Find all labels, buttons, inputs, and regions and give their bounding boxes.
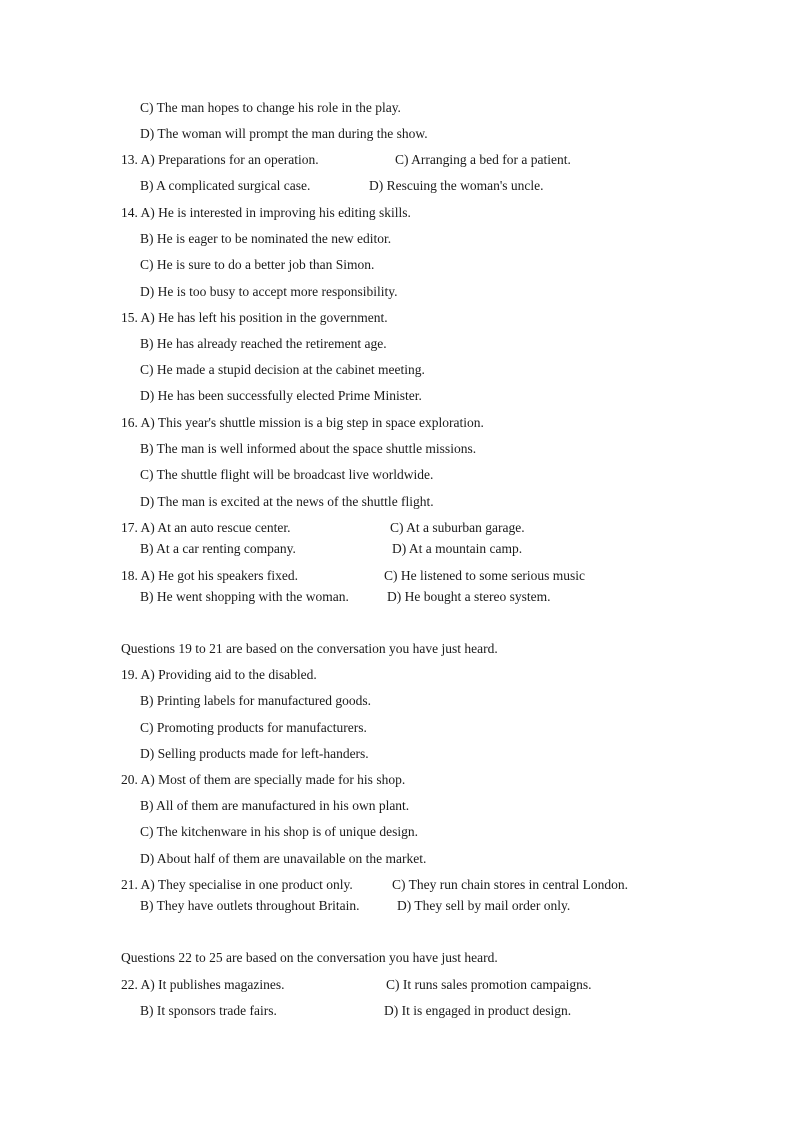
question-20-option-c: C) The kitchenware in his shop is of unique design.	[140, 824, 418, 839]
option-12d: D) The woman will prompt the man during the show.	[140, 126, 428, 141]
question-20-option-d: D) About half of them are unavailable on the market.	[140, 851, 427, 866]
question-19-option-b: B) Printing labels for manufactured goods.	[140, 693, 371, 708]
question-14-option-b: B) He is eager to be nominated the new editor.	[140, 231, 392, 246]
question-17-option-b: B) At a car renting company.	[140, 541, 296, 556]
question-15-option-a: 15. A) He has left his position in the government.	[121, 310, 388, 325]
question-19-option-c: C) Promoting products for manufacturers.	[140, 720, 367, 735]
question-20-option-a: 20. A) Most of them are specially made for his shop.	[121, 772, 406, 787]
question-17-option-a: 17. A) At an auto rescue center.	[121, 520, 291, 535]
question-21-option-b: B) They have outlets throughout Britain.	[140, 898, 360, 913]
question-22-option-a: 22. A) It publishes magazines.	[121, 977, 285, 992]
section-heading-22-25: Questions 22 to 25 are based on the conversation you have just heard.	[121, 950, 498, 965]
question-22-option-d: D) It is engaged in product design.	[384, 1003, 572, 1018]
question-15-option-c: C) He made a stupid decision at the cabinet meeting.	[140, 362, 425, 377]
question-20-option-b: B) All of them are manufactured in his own plant.	[140, 798, 410, 813]
question-18-option-d: D) He bought a stereo system.	[387, 589, 551, 604]
option-12c: C) The man hopes to change his role in the play.	[140, 100, 401, 115]
question-22-option-c: C) It runs sales promotion campaigns.	[386, 977, 592, 992]
question-19-option-d: D) Selling products made for left-handers.	[140, 746, 369, 761]
question-14-option-c: C) He is sure to do a better job than Simon.	[140, 257, 375, 272]
question-16-option-a: 16. A) This year's shuttle mission is a big step in space exploration.	[121, 415, 484, 430]
question-15-option-d: D) He has been successfully elected Prime Minister.	[140, 388, 422, 403]
question-17-option-c: C) At a suburban garage.	[390, 520, 525, 535]
question-15-option-b: B) He has already reached the retirement age.	[140, 336, 387, 351]
question-16-option-c: C) The shuttle flight will be broadcast live worldwide.	[140, 467, 434, 482]
question-13-option-d: D) Rescuing the woman's uncle.	[369, 178, 544, 193]
section-heading-19-21: Questions 19 to 21 are based on the conversation you have just heard.	[121, 641, 498, 656]
question-13-option-c: C) Arranging a bed for a patient.	[395, 152, 571, 167]
question-18-option-b: B) He went shopping with the woman.	[140, 589, 349, 604]
question-14-option-a: 14. A) He is interested in improving his editing skills.	[121, 205, 411, 220]
question-13-option-b: B) A complicated surgical case.	[140, 178, 311, 193]
question-18-option-a: 18. A) He got his speakers fixed.	[121, 568, 298, 583]
question-19-option-a: 19. A) Providing aid to the disabled.	[121, 667, 317, 682]
question-13-option-a: 13. A) Preparations for an operation.	[121, 152, 319, 167]
question-16-option-d: D) The man is excited at the news of the shuttle flight.	[140, 494, 434, 509]
question-22-option-b: B) It sponsors trade fairs.	[140, 1003, 277, 1018]
question-18-option-c: C) He listened to some serious music	[384, 568, 585, 583]
question-16-option-b: B) The man is well informed about the space shuttle missions.	[140, 441, 477, 456]
question-21-option-a: 21. A) They specialise in one product only.	[121, 877, 353, 892]
question-21-option-d: D) They sell by mail order only.	[397, 898, 571, 913]
question-14-option-d: D) He is too busy to accept more responsibility.	[140, 284, 398, 299]
question-21-option-c: C) They run chain stores in central London.	[392, 877, 628, 892]
question-17-option-d: D) At a mountain camp.	[392, 541, 523, 556]
